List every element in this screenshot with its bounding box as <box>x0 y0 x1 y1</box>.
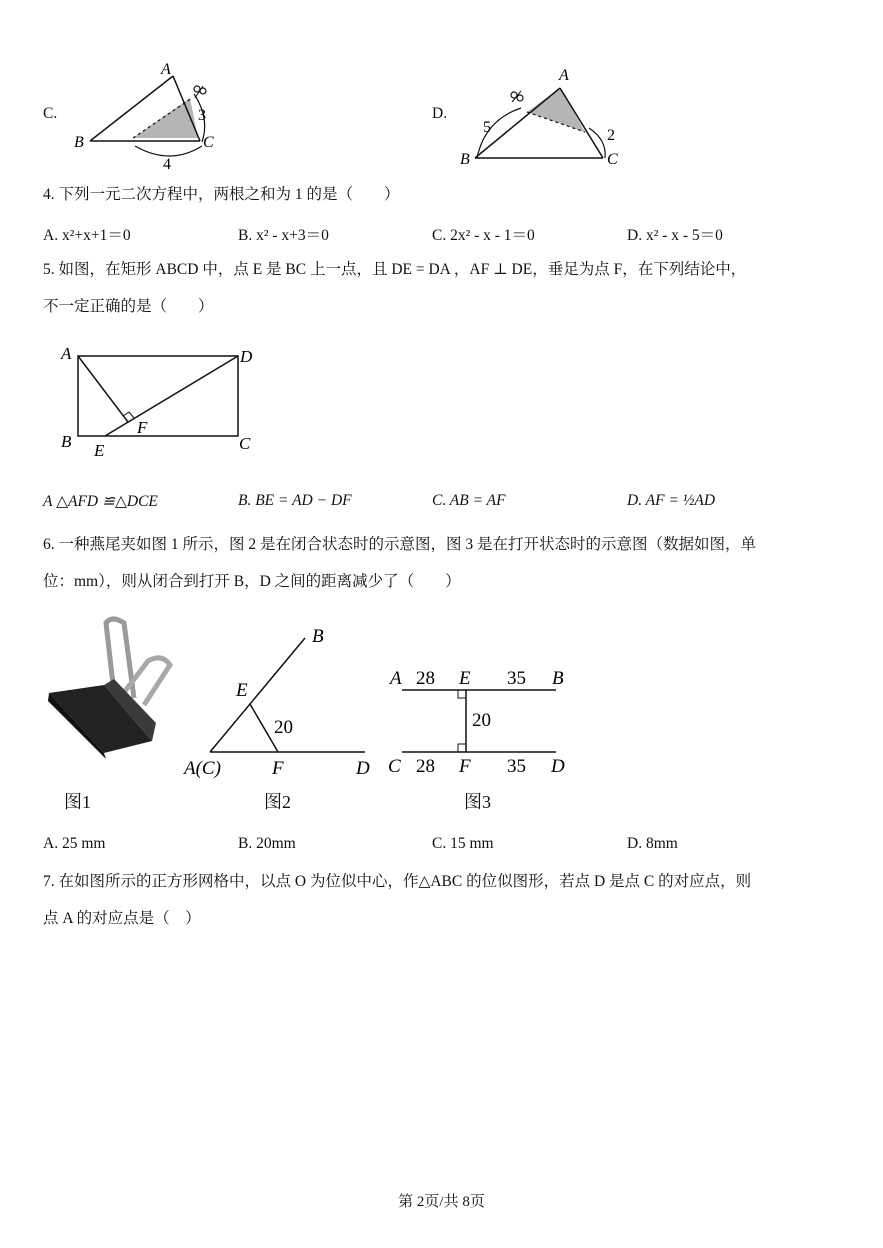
point-a-c: A(C) <box>184 758 221 779</box>
vertex-a: A <box>559 67 569 84</box>
length-fd: 35 <box>507 756 526 777</box>
q6-option-b: B. 20mm <box>238 835 296 852</box>
point-b: B <box>552 668 564 689</box>
point-e: E <box>459 668 471 689</box>
q6-option-c: C. 15 mm <box>432 835 494 852</box>
q5-option-c: C. AB = AF <box>432 492 506 509</box>
figure-3-diagram <box>384 660 574 780</box>
vertex-c: C <box>203 134 214 151</box>
length-5: 5 <box>483 119 491 136</box>
vertex-a: A <box>61 344 72 363</box>
length-ef: 20 <box>472 710 491 731</box>
q5-stem-line1: 5. 如图，在矩形 ABCD 中，点 E 是 BC 上一点，且 DE = DA ，AF ⊥ DE，垂足为点 F，在下列结论中， <box>43 261 747 278</box>
length-3: 3 <box>198 107 206 124</box>
vertex-a: A <box>161 61 171 78</box>
point-d: D <box>551 756 565 777</box>
vertex-f: F <box>137 418 148 437</box>
q7-stem-line2: 点 A 的对应点是（ ） <box>43 910 201 927</box>
page-footer: 第 2页/共 8页 <box>398 1194 485 1210</box>
q3-option-d-label: D. <box>432 105 448 122</box>
vertex-c: C <box>239 434 251 453</box>
q3-option-d-figure <box>455 60 635 170</box>
q5-rectangle-figure <box>50 338 270 463</box>
point-e: E <box>236 680 248 701</box>
q5-option-b: B. BE = AD − DF <box>238 492 352 509</box>
point-a: A <box>390 668 402 689</box>
point-d: D <box>356 758 370 779</box>
vertex-b: B <box>74 134 84 151</box>
length-cf: 28 <box>416 756 435 777</box>
vertex-e: E <box>94 441 105 460</box>
vertex-b: B <box>61 432 72 451</box>
q6-stem-line1: 6. 一种燕尾夹如图 1 所示，图 2 是在闭合状态时的示意图，图 3 是在打开状态时的示意图（数据如图，单 <box>43 536 757 553</box>
length-4: 4 <box>163 156 171 173</box>
vertex-c: C <box>607 151 618 168</box>
q4-option-a: A. x²+x+1＝0 <box>43 227 131 244</box>
length-ae: 28 <box>416 668 435 689</box>
q5-option-d: D. AF = ½AD <box>627 492 716 509</box>
q3-option-c-figure <box>70 58 230 178</box>
scissors-icon <box>194 86 206 98</box>
q4-option-b: B. x² - x+3＝0 <box>238 227 329 244</box>
q5-option-a: A △AFD ≌△DCE <box>43 493 158 510</box>
figure-3-caption: 图3 <box>464 792 491 812</box>
scissors-icon <box>511 91 523 102</box>
length-2: 2 <box>607 127 615 144</box>
figure-2-caption: 图2 <box>264 792 291 812</box>
point-b: B <box>312 626 324 647</box>
point-f: F <box>272 758 284 779</box>
q5-stem-line2: 不一定正确的是（ ） <box>43 298 214 315</box>
length-ef: 20 <box>274 717 293 738</box>
vertex-d: D <box>240 347 253 366</box>
q3-option-c-label: C. <box>43 105 58 122</box>
binder-clip-photo <box>44 613 194 763</box>
figure-1-caption: 图1 <box>64 792 91 812</box>
q6-stem-line2: 位：mm），则从闭合到打开 B，D 之间的距离减少了（ ） <box>43 573 461 590</box>
point-f: F <box>459 756 471 777</box>
figure-2-diagram <box>180 620 380 785</box>
q4-option-c: C. 2x² - x - 1＝0 <box>432 227 535 244</box>
q6-option-d: D. 8mm <box>627 835 678 852</box>
q4-stem: 4. 下列一元二次方程中，两根之和为 1 的是（ ） <box>43 186 400 203</box>
vertex-b: B <box>460 151 470 168</box>
q6-option-a: A. 25 mm <box>43 835 106 852</box>
length-eb: 35 <box>507 668 526 689</box>
q7-stem-line1: 7. 在如图所示的正方形网格中，以点 O 为位似中心，作△ABC 的位似图形，若点 D 是点 C 的对应点，则 <box>43 873 752 890</box>
point-c: C <box>388 756 401 777</box>
q4-option-d: D. x² - x - 5＝0 <box>627 227 723 244</box>
